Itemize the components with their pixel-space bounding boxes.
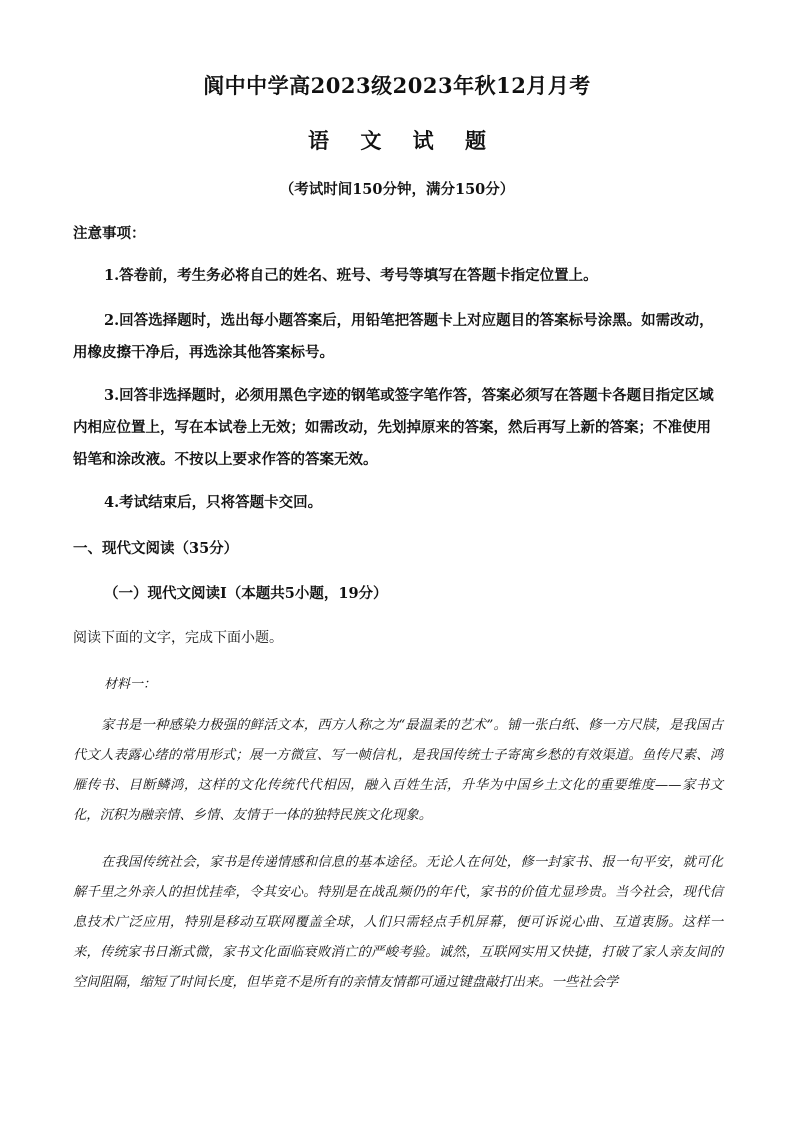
exam-info: （考试时间150分钟，满分150分） [279, 181, 515, 198]
notice-heading: 注意事项： [73, 225, 146, 242]
reading-instruction: 阅读下面的文字，完成下面小题。 [73, 630, 283, 646]
subsection-heading: （一）现代文阅读Ⅰ（本题共5小题，19分） [104, 585, 388, 602]
page-title: 阆中中学高2023级2023年秋12月月考 [203, 73, 591, 98]
notice-item: 3.回答非选择题时，必须用黑色字迹的钢笔或签字笔作答，答案必须写在答题卡各题目指定区域内相应位置上，写在本试卷上无效；如需改动，先划掉原来的答案，然后再写上新的答案；不准使用铅笔和涂改液。不按以上要求作答的答案无效。 [73, 387, 714, 468]
notice-item: 1.答卷前，考生务必将自己的姓名、班号、考号等填写在答题卡指定位置上。 [104, 267, 598, 284]
section-heading: 一、现代文阅读（35分） [73, 540, 239, 557]
notice-item: 2.回答选择题时，选出每小题答案后，用铅笔把答题卡上对应题目的答案标号涂黑。如需改动，用橡皮擦干净后，再选涂其他答案标号。 [73, 312, 714, 361]
passage-paragraph: 家书是一种感染力极强的鲜活文本，西方人称之为“最温柔的艺术”。铺一张白纸、修一方尺牍，是我国古代文人表露心绪的常用形式；展一方微宣、写一帧信札，是我国传统士子寄寓乡愁的有效渠道。鱼传尺素、鸿雁传书、目断鳞鸿，这样的文化传统代代相因，融入百姓生活，升华为中国乡土文化的重要维度——家书文化，沉积为融亲情、乡情、友情于一体的独特民族文化现象。 [73, 718, 723, 823]
subject-title: 语 文 试 题 [308, 128, 498, 153]
notice-item: 4.考试结束后，只将答题卡交回。 [104, 494, 323, 511]
material-label: 材料一： [104, 677, 157, 692]
passage-paragraph: 在我国传统社会，家书是传递情感和信息的基本途径。无论人在何处，修一封家书、报一句平安，就可化解千里之外亲人的担忧挂牵，令其安心。特别是在战乱频仍的年代，家书的价值尤显珍贵。当今社会，现代信息技术广泛应用，特别是移动互联网覆盖全球，人们只需轻点手机屏幕，便可诉说心曲、互道衷肠。这样一来，传统家书日渐式微，家书文化面临衰败消亡的严峻考验。诚然，互联网实用又快捷，打破了家人亲友间的空间阻隔，缩短了时间长度，但毕竟不是所有的亲情友情都可通过键盘敲打出来。一些社会学 [73, 855, 723, 990]
